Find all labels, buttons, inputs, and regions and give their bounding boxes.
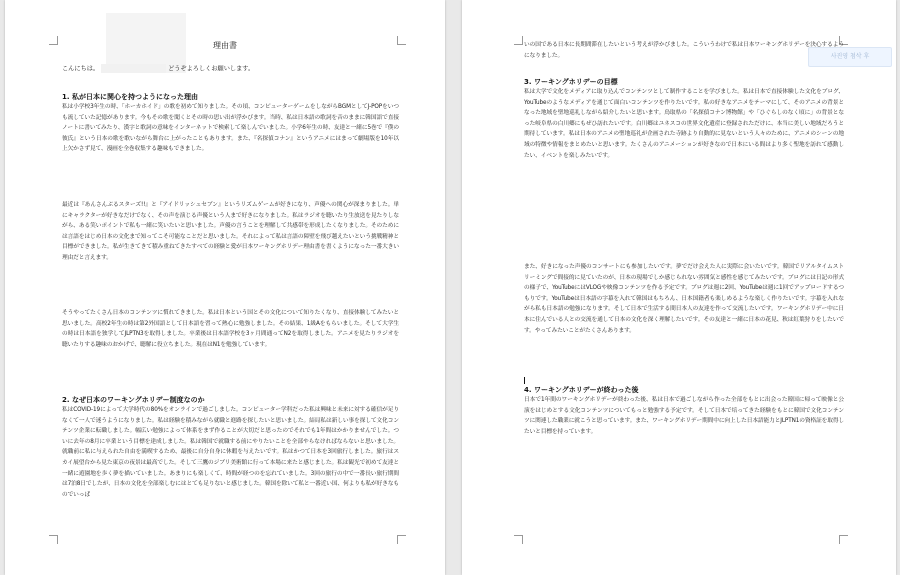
crop-mark: [839, 535, 848, 544]
paragraph: 最近は『あんさんぶるスターズ!!』と『アイドリッシュセブン』というリズムゲームが好きになり、声優への関心が深まりました。単にキャラクターが好きなだけでなく、その声を演じる声優という人まで好きになりました。私はラジオを聴いたり生放送を見たりしながら、ある笑いポイントで私も一緒に笑いたいと思いました。声優の言うことを理解して共感帯を形成したくなりました。そのためには言語をはじめ日本の文化まで知ってこそ可能なことだと思いました。それによって私は言語の障壁を飛び越えたいという挑戦精神と目標ができました。私が生きてきて積み重ねてきたすべての経験と愛が日本ワーキングホリデー理由書を書くようになった一番大きい理由だと言えます。: [62, 202, 399, 261]
paragraph: 日本で1年間のワーキングホリデーが終わった後、私は日本で過ごしながら作った全部をもとに出会った韓国に帰って映像と公演をはじめとする文化コンテンツについてもっと勉強する予定です。そして日本で培ってきた経験をもとに韓国で文化コンテンツに関連した職業に就こうと思っています。また、ワーキングホリデー期間中に向上した日本語能力とJLPTN1の資格証を取得したいと目標を持っています。: [524, 397, 844, 435]
greeting-suffix: どうぞよろしくお願いします。: [168, 65, 255, 73]
greeting-prefix: こんにちは。: [62, 65, 100, 73]
text-cursor: [524, 377, 525, 384]
section-heading: 2. なぜ日本のワーキングホリデー制度なのか: [62, 396, 205, 404]
document-page-2: [462, 0, 896, 575]
section-heading: 4. ワーキングホリデーが終わった後: [524, 386, 639, 394]
greeting: [62, 64, 399, 74]
paragraph: 私は小学校3年生の時、「ホーカホイド」の歌を初めて知りました。その頃、コンピューターゲームをしながらBGMとしてJ-POPをいつも流していた記憶があります。今もその歌を聞くとその時の思い出が浮かびます。当時、私は日本語の歌詞を音のままに韓国語で直接ノートに書いてみたり、漢字と歌詞の意味をインターネットで検索して楽しんでいました。小学6年生の時、友達と一緒に5巻で『僕の彼氏』という日本の歌を歌いながら舞台に上がったこともあります。また、『名探偵コナン』というアニメにはまって劇場版を10年以上欠かさず見て、漫画を全巻収集する趣味もできました。: [62, 104, 399, 153]
paragraph: 私はCOVID-19によって大学時代の80%をオンラインで過ごしました。コンピューター学科だった私は興味と未来に対する確信が足りなくて一人で迷うようになりました。私は経験を積みながら就職と進路を探したいと思いました。結局私は新しい事を探して文化コンテンツ企業に転職しました。幅広い勉強によって体系をまず作ることが大切だと思ったのでそれでも1年間はかかりませんでした。ついに去年の8月に卒業という目標を達成しました。私は韓国で就職する前にやりたいことを全部やらなければならないと思いました。就職前に私に与えられた自由を満喫するため、最後に自分自身に休暇を与えたいです。私はかつて日本を3回旅行しました。旅行はスカイ展望台から見た東京の夜景は最高でした。そして三鷹のジブリ美術館に行って本場に来たと感じました。私は観光で初めて友達と一緒に遊園地を歩く夢を描いていました。あまりにも楽しくて、時間が経つのを忘れていました。3回の旅行の中で一番長い旅行期間は7泊8日でしたが、日本の文化を全部楽しむにはとても足りないと感じました。韓国を除いて私と一番近い国、何よりも私が好きなものでいっぱ: [62, 407, 399, 498]
redacted-name: [101, 64, 166, 73]
watermark-badge: 사진영 첨삭 후: [808, 47, 892, 67]
section-heading: 1. 私が日本に関心を持つようになった理由: [62, 93, 198, 101]
section-heading: 3. ワーキングホリデーの目標: [524, 78, 618, 86]
paragraph: そうやってたくさん日本のコンテンツに慣れてきました。私は日本という国とその文化について知りたくなり、直接体験してみたいと思いました。高校2年生の時は第2外国語として日本語を習って熱心に勉強しました。その結果、1級Aをもらいました。そして大学生の時は日本語を独学してJLPTN3を取得しました。卒業後は日本語学校を3ヶ月間通ってN2を取得しました。アニメを見たりラジオを聴いたりする趣味のおかげで、聴解に役立ちました。現在はN1を勉強しています。: [62, 310, 399, 348]
paragraph: また、好きになった声優のコンサートにも参加したいです。夢でだけ会えた人に実際に会いたいです。韓国でリアルタイムストリーミングで間接的に見ていたのが、日本の現場でしか感じられない雰囲気と感性を感じてみたいです。ブログには日記の形式の様子で、YouTubeにはVLOGや映像コンテンツを作る予定です。ブログは週に2回、YouTubeは週に1回でアップロードするつもりです。YouTubeは日本語の字幕を入れて韓国はもちろん、日本国籍者も楽しめるような楽しく作りたいです。字幕を入れながら私も日本語の勉強になります。そして日本で生活する間日本人の友達を作って交流したいです。ワーキングホリデー中に日本に住んでいる人との交流を通して日本の文化を深く理解したいです。その友達と一緒に日本の花見、秋は紅葉狩りをしたいです。やってみたいことがたくさんあります。: [524, 264, 844, 334]
paragraph: 私は大学で文化をメディアに取り込んでコンテンツとして制作することを学びました。私は日本で直接体験した文化をブログ、YouTubeのようなメディアを通じて面白いコンテンツを作りたいです。私の好きなアニメをテーマにして、そのアニメの背景となった地域を聖地巡礼しながら紹介したいと思います。鳥取県の「名探偵コナン博物館」や「ひぐらしのなく頃に」の背景となった岐阜県の白川郷にもぜひ訪れたいです。白川郷はユネスコの世界文化遺産に登録されただけに、本当に美しい地域だろうと期待しています。私は日本のアニメの聖地巡礼が企画された寺跡より自動的に見ないという人々のために、アニメのシーンの地域の特徴や情報をまとめたいと思います。たくさんのアニメーションが好きなので日本にいる間はより多く聖地を訪れて感動したい、イベントを楽しみたいです。: [524, 89, 844, 159]
document-page-1: [5, 0, 445, 575]
crop-mark: [514, 535, 523, 544]
document-title: 理由書: [213, 41, 237, 50]
paragraph: いの国である日本に長期間滞在したいという考えが浮かびました。こういうわけで私は日本ワーキングホリデーを決心するようになりました。: [524, 42, 844, 59]
